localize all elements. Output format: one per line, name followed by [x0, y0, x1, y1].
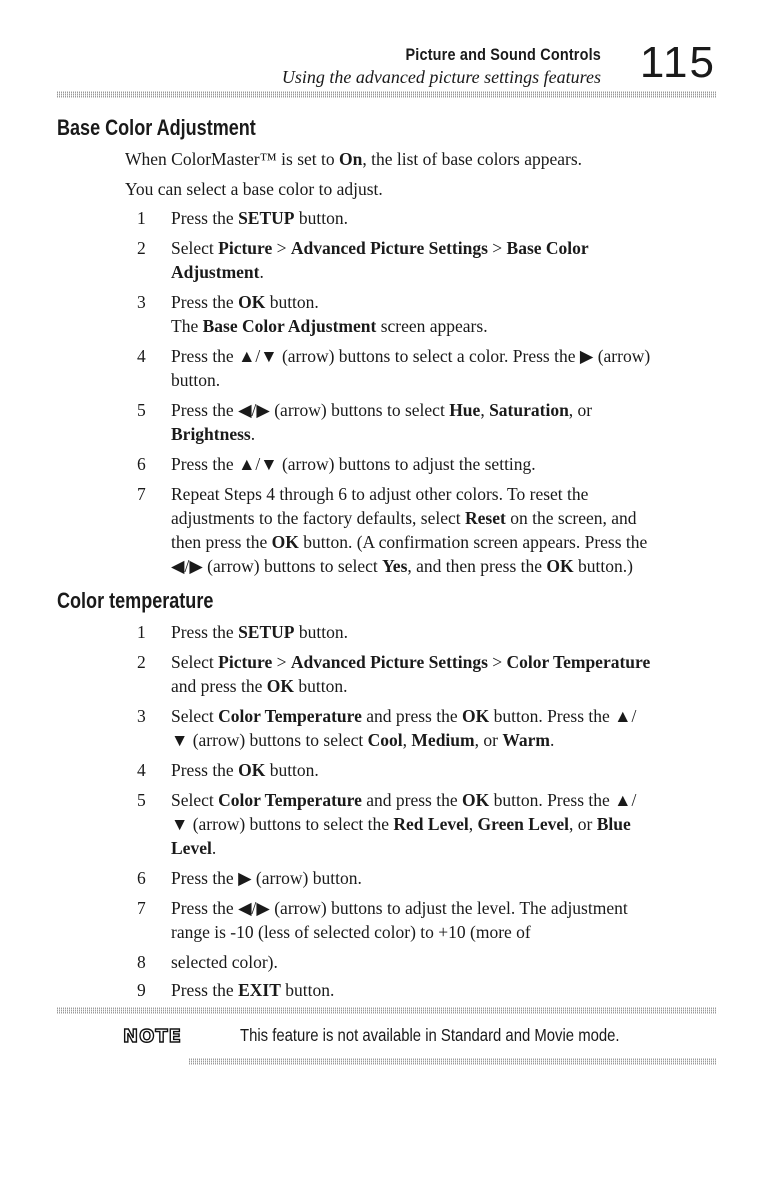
step-text: Select Picture > Advanced Picture Settings > Color Temperature	[171, 652, 651, 672]
step-text: Press the EXIT button.	[171, 980, 335, 1000]
step-number: 6	[137, 868, 146, 888]
step-text: ◀/▶ (arrow) buttons to select Yes, and then press the OK button.)	[171, 556, 633, 576]
step-text: selected color).	[171, 952, 278, 972]
note-label: NOTE	[123, 1026, 182, 1047]
step-text: Press the SETUP button.	[171, 208, 348, 228]
step-number: 1	[137, 622, 146, 642]
step-text: Repeat Steps 4 through 6 to adjust other colors. To reset the	[171, 484, 589, 504]
step-text: Press the ▲/▼ (arrow) buttons to adjust the setting.	[171, 454, 536, 474]
note-rule-top	[57, 1007, 717, 1014]
step-number: 4	[137, 346, 146, 366]
step-text: Select Picture > Advanced Picture Settings > Base Color	[171, 238, 589, 258]
step-text: Select Color Temperature and press the OK button. Press the ▲/	[171, 706, 637, 726]
step-text: then press the OK button. (A confirmation screen appears. Press the	[171, 532, 648, 552]
step-text: Press the OK button.	[171, 292, 319, 312]
step-number: 5	[137, 790, 146, 810]
header-rule	[57, 91, 717, 98]
step-text: The Base Color Adjustment screen appears.	[171, 316, 488, 336]
step-number: 7	[137, 898, 146, 918]
note-rule-bottom	[189, 1058, 717, 1065]
step-text: adjustments to the factory defaults, select Reset on the screen, and	[171, 508, 637, 528]
step-text: Press the ◀/▶ (arrow) buttons to select Hue, Saturation, or	[171, 400, 593, 420]
note-text: This feature is not available in Standard and Movie mode.	[240, 1025, 620, 1045]
base-color-intro-2: You can select a base color to adjust.	[125, 179, 383, 199]
page-number: 115	[639, 38, 716, 87]
step-number: 1	[137, 208, 146, 228]
step-text: ▼ (arrow) buttons to select the Red Level, Green Level, or Blue	[171, 814, 631, 834]
section-subtitle: Using the advanced picture settings features	[281, 67, 601, 87]
step-text: and press the OK button.	[171, 676, 348, 696]
step-text: Press the ▶ (arrow) button.	[171, 868, 362, 888]
step-number: 2	[137, 238, 146, 258]
step-text: Press the ▲/▼ (arrow) buttons to select a color. Press the ▶ (arrow)	[171, 346, 651, 366]
step-text: Press the SETUP button.	[171, 622, 348, 642]
heading-color-temperature: Color temperature	[57, 588, 214, 613]
step-number: 6	[137, 454, 146, 474]
step-number: 7	[137, 484, 146, 504]
step-number: 3	[137, 706, 146, 726]
heading-base-color: Base Color Adjustment	[57, 115, 256, 140]
base-color-intro-1: When ColorMaster™ is set to On, the list of base colors appears.	[125, 149, 583, 169]
step-number: 8	[137, 952, 146, 972]
step-number: 4	[137, 760, 146, 780]
step-text: Level.	[171, 838, 217, 858]
step-text: Adjustment.	[171, 262, 264, 282]
step-text: Press the ◀/▶ (arrow) buttons to adjust the level. The adjustment	[171, 898, 628, 918]
step-text: range is -10 (less of selected color) to +10 (more of	[171, 922, 531, 942]
step-number: 2	[137, 652, 146, 672]
step-text: Select Color Temperature and press the OK button. Press the ▲/	[171, 790, 637, 810]
step-text: ▼ (arrow) buttons to select Cool, Medium, or Warm.	[171, 730, 555, 750]
step-number: 5	[137, 400, 146, 420]
section-title: Picture and Sound Controls	[405, 45, 601, 64]
step-text: Press the OK button.	[171, 760, 319, 780]
step-text: Brightness.	[171, 424, 256, 444]
step-text: button.	[171, 370, 221, 390]
step-number: 9	[137, 980, 146, 1000]
step-number: 3	[137, 292, 146, 312]
